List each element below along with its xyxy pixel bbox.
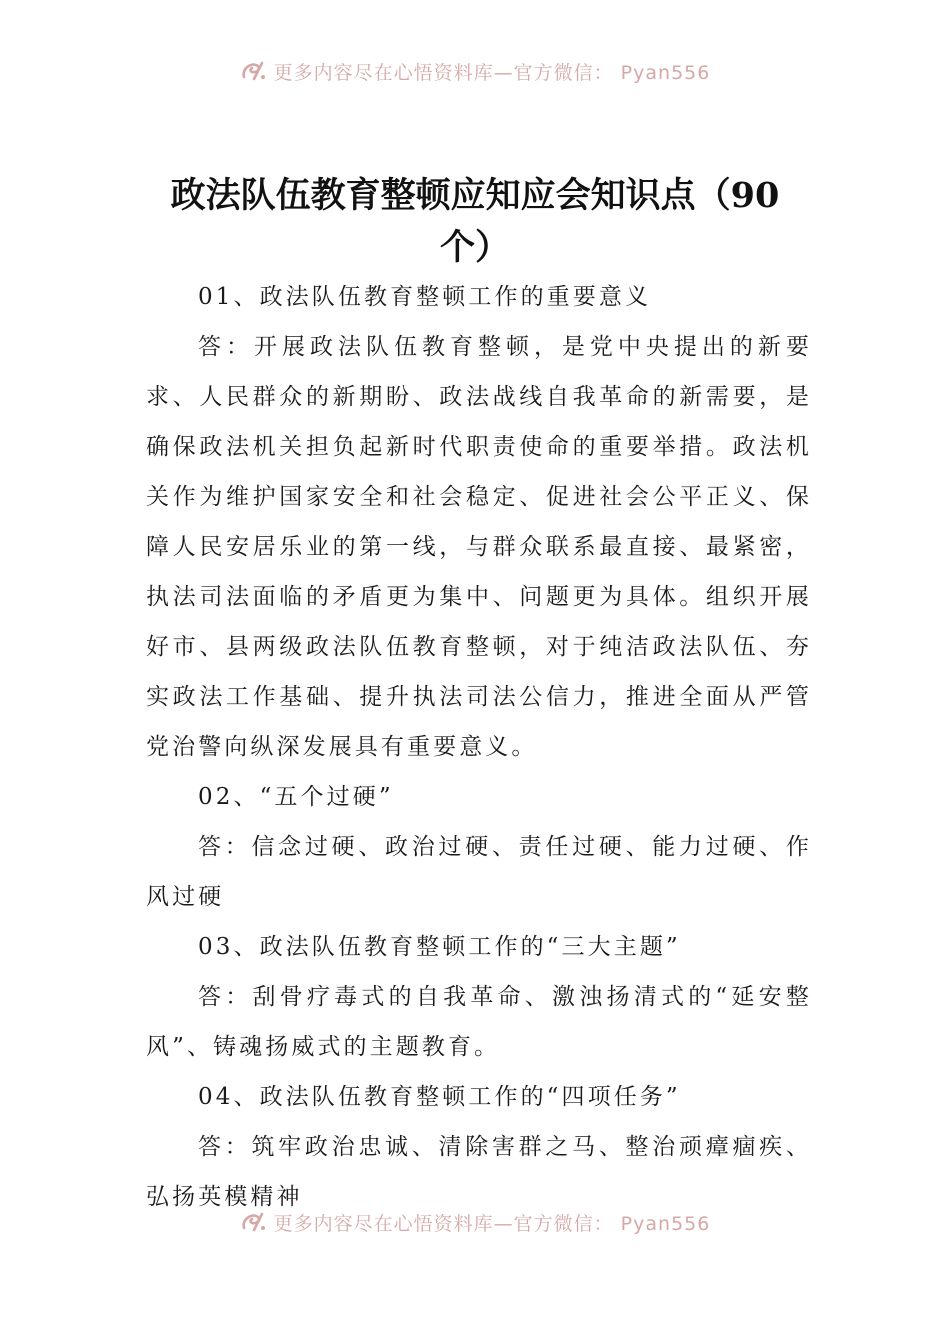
- logo-icon: [240, 1210, 268, 1234]
- question-heading: 01、政法队伍教育整顿工作的重要意义: [198, 284, 652, 310]
- document-title: 政法队伍教育整顿应知应会知识点（90个）: [170, 175, 780, 268]
- document-body: [146, 272, 812, 1222]
- question-heading: 04、政法队伍教育整顿工作的“四项任务”: [198, 1084, 681, 1110]
- watermark-text: 更多内容尽在心悟资料库—官方微信： Pyan556: [273, 61, 711, 84]
- answer-paragraph: 答：筑牢政治忠诚、清除害群之马、整治顽瘴痼疾、弘扬英模精神: [146, 1134, 812, 1210]
- watermark-header: [0, 56, 950, 86]
- logo-icon: [240, 59, 268, 83]
- question-heading: 03、政法队伍教育整顿工作的“三大主题”: [198, 934, 681, 960]
- watermark-text: 更多内容尽在心悟资料库—官方微信： Pyan556: [273, 1212, 711, 1235]
- answer-paragraph: 答：开展政法队伍教育整顿，是党中央提出的新要求、人民群众的新期盼、政法战线自我革命的新需要，是确保政法机关担负起新时代职责使命的重要举措。政法机关作为维护国家安全和社会稳定、促进社会公平正义、保障人民安居乐业的第一线，与群众联系最直接、最紧密，执法司法面临的矛盾更为集中、问题更为具体。组织开展好市、县两级政法队伍教育整顿，对于纯洁政法队伍、夯实政法工作基础、提升执法司法公信力，推进全面从严管党治警向纵深发展具有重要意义。: [146, 334, 812, 760]
- answer-paragraph: 答：刮骨疗毒式的自我革命、激浊扬清式的“延安整风”、铸魂扬威式的主题教育。: [146, 984, 812, 1060]
- answer-paragraph: 答：信念过硬、政治过硬、责任过硬、能力过硬、作风过硬: [146, 834, 812, 910]
- watermark-footer: [0, 1207, 950, 1237]
- question-heading: 02、“五个过硬”: [198, 784, 394, 810]
